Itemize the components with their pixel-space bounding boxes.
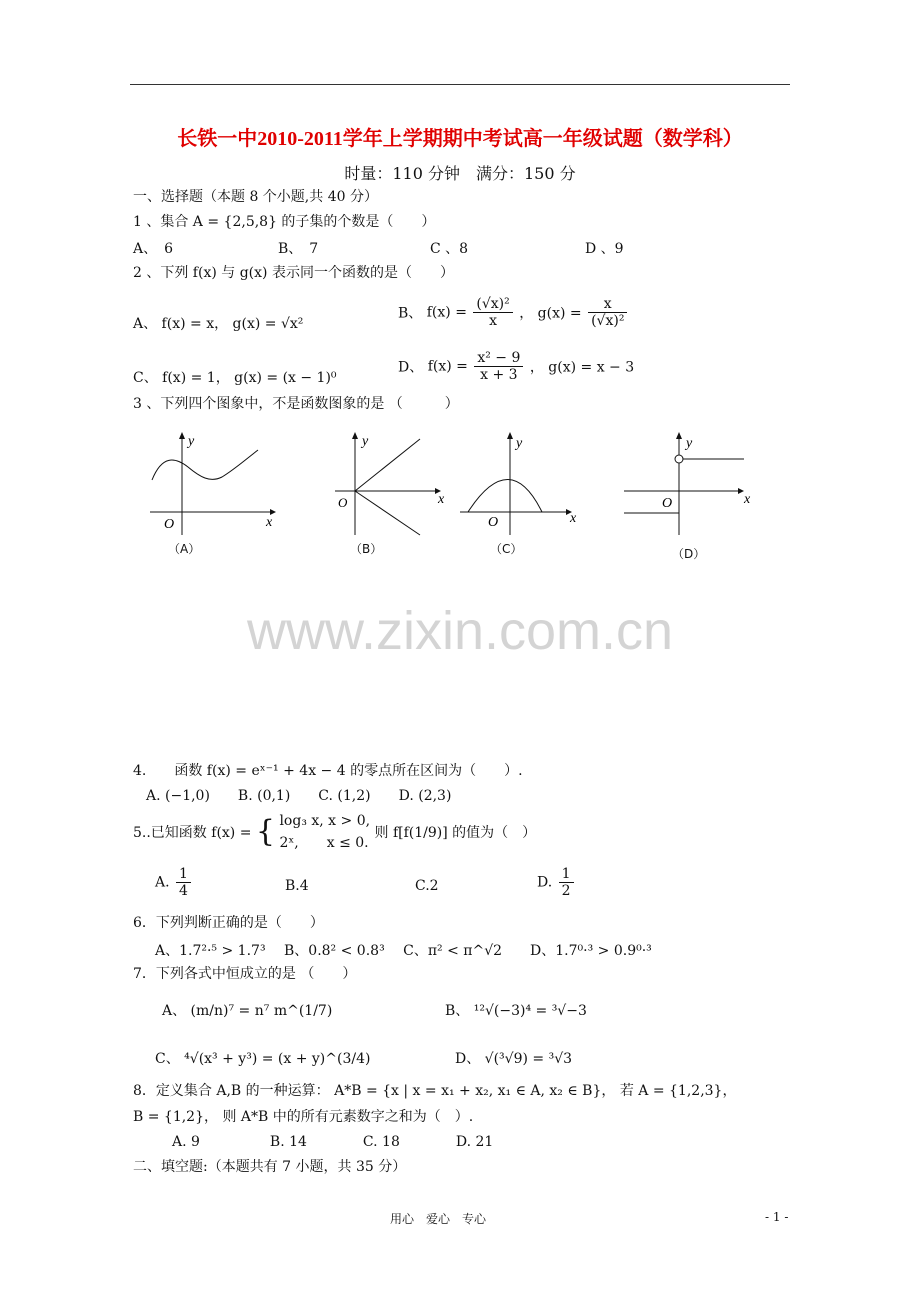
q2-option-b: B、 f(x) = $\frac{\text{(√x)²}}{x}$ ， g(x) = $\frac{x}{\text{(√x)²}}$ — [398, 296, 629, 329]
q2-option-a: A、 f(x) = x， g(x) = √x² — [133, 316, 304, 332]
q1-option-d: D 、9 — [585, 241, 624, 257]
q7-option-a: A、 (m/n)⁷ = n⁷ m^(1/7) — [162, 1003, 333, 1019]
q8-options: A. 9 B. 14 C. 18 D. 21 — [172, 1134, 494, 1150]
q5-option-b: B.4 — [285, 878, 309, 894]
section-2-heading: 二、填空题:（本题共有 7 小题，共 35 分） — [133, 1159, 407, 1175]
svg-text:x: x — [744, 492, 751, 507]
graph-b — [335, 432, 445, 535]
question-6: 6．下列判断正确的是（ ） — [133, 915, 324, 931]
q1-option-b: B、 7 — [278, 241, 319, 257]
exam-info: 时量：110 分钟 满分：150 分 — [344, 164, 576, 183]
svg-text:y: y — [188, 434, 195, 449]
q5-option-a: A. $\frac{1}{4}$ — [155, 866, 193, 899]
svg-text:x: x — [570, 511, 577, 526]
section-1-heading: 一、选择题（本题 8 个小题,共 40 分） — [133, 189, 378, 205]
svg-text:x: x — [266, 515, 273, 530]
q7-option-d: D、 √(³√9) = ³√3 — [455, 1051, 573, 1067]
q5-option-c: C.2 — [415, 878, 439, 894]
question-7: 7．下列各式中恒成立的是 （ ） — [133, 966, 357, 982]
question-1: 1 、集合 A = {2,5,8} 的子集的个数是（ ） — [133, 214, 436, 230]
page-title: 长铁一中2010-2011学年上学期期中考试高一年级试题（数学科） — [177, 128, 743, 150]
svg-text:x: x — [438, 492, 445, 507]
question-4: 4. 函数 f(x) = eˣ⁻¹ + 4x − 4 的零点所在区间为（ ）. — [133, 763, 523, 779]
header-rule — [130, 84, 790, 85]
watermark: www.zixin.com.cn — [246, 601, 674, 661]
q7-option-b: B、 ¹²√(−3)⁴ = ³√−3 — [445, 1003, 587, 1019]
graph-b-caption: （B） — [350, 542, 383, 556]
page-number: - 1 - — [765, 1210, 789, 1224]
svg-text:O: O — [488, 515, 499, 530]
q5-option-d: D. $\frac{1}{2}$ — [537, 866, 576, 899]
svg-text:O: O — [662, 496, 673, 511]
question-8-line2: B = {1,2}， 则 A*B 中的所有元素数字之和为（ ）. — [133, 1109, 474, 1125]
q1-option-a: A、 6 — [133, 241, 174, 257]
svg-text:y: y — [516, 436, 523, 451]
graph-d-caption: （D） — [672, 547, 706, 561]
graph-a-caption: （A） — [168, 542, 201, 556]
svg-text:O: O — [338, 495, 348, 510]
q4-options: A. (−1,0) B. (0,1) C. (1,2) D. (2,3) — [146, 788, 452, 804]
question-2: 2 、下列 f(x) 与 g(x) 表示同一个函数的是（ ） — [133, 265, 454, 281]
question-5: 5..已知函数 f(x) = { log₃ x, x > 0, 2ˣ, x ≤ 0. 则 f[f(1/9)] 的值为（ ） — [133, 813, 537, 851]
question-8-line1: 8．定义集合 A,B 的一种运算： A*B = {x | x = x₁ + x₂, x₁ ∈ A, x₂ ∈ B}， 若 A = {1,2,3}， — [133, 1083, 737, 1099]
q2-option-d: D、 f(x) = $\frac{\text{x² − 9}}{x + 3}$ ， g(x) = x − 3 — [398, 350, 635, 383]
graph-c — [460, 432, 577, 535]
svg-text:y: y — [686, 436, 693, 451]
q6-options: A、1.7²·⁵ > 1.7³ B、0.8² < 0.8³ C、π² < π^√2 D、1.7⁰·³ > 0.9⁰·³ — [155, 943, 652, 959]
q3-graphs — [130, 425, 770, 540]
svg-text:O: O — [164, 517, 175, 532]
graph-a — [150, 432, 276, 535]
footer-motto: 用心 爱心 专心 — [390, 1212, 487, 1226]
svg-text:y: y — [362, 434, 369, 449]
question-3: 3 、下列四个图象中，不是函数图象的是 （ ） — [133, 396, 459, 412]
q7-option-c: C、 ⁴√(x³ + y³) = (x + y)^(3/4) — [155, 1051, 371, 1067]
q1-option-c: C 、8 — [430, 241, 469, 257]
graph-d — [624, 432, 751, 535]
graph-c-caption: （C） — [490, 542, 523, 556]
q2-option-c: C、 f(x) = 1， g(x) = (x − 1)⁰ — [133, 370, 337, 386]
